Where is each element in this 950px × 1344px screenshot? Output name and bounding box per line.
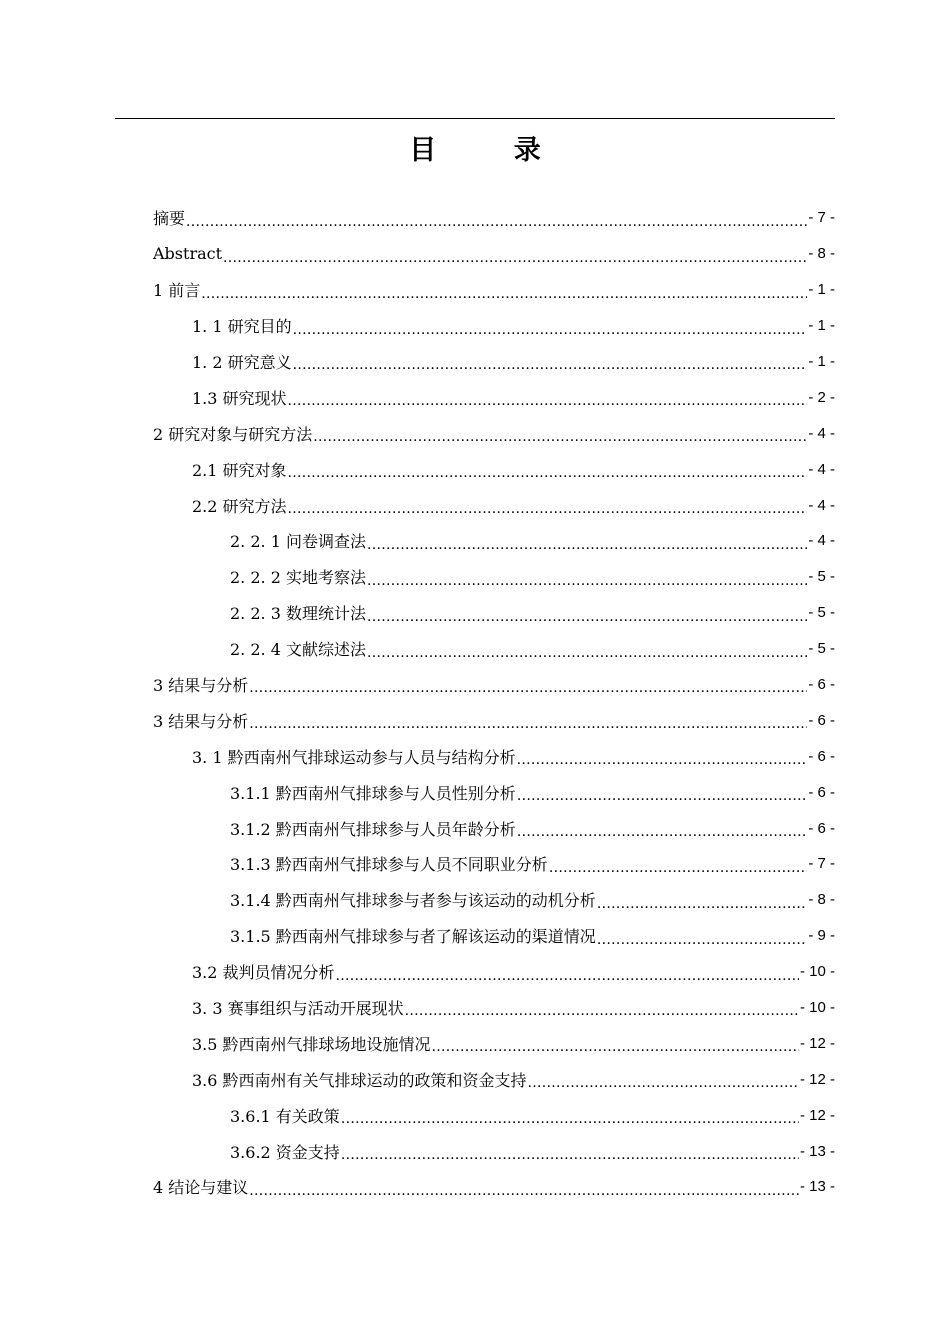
toc-page-number: - 10 -	[799, 963, 835, 981]
toc-entry-text: 3 结果与分析	[153, 711, 249, 731]
toc-page-number: - 8 -	[808, 245, 835, 263]
toc-entry[interactable]	[153, 918, 835, 954]
toc-entry[interactable]	[153, 487, 835, 523]
toc-entry[interactable]	[153, 738, 835, 774]
toc-entry-text: 3. 3 赛事组织与活动开展现状	[192, 999, 404, 1019]
toc-page-number: - 5 -	[808, 604, 835, 622]
toc-dot-leader	[367, 612, 807, 631]
toc-page-number: - 6 -	[808, 783, 835, 801]
toc-page-number: - 7 -	[808, 209, 835, 227]
toc-entry-text: 2 研究对象与研究方法	[153, 424, 313, 444]
toc-page-number: - 5 -	[808, 640, 835, 658]
toc-page-number: - 6 -	[808, 747, 835, 765]
toc-entry-text: 1 前言	[153, 281, 201, 301]
toc-entry[interactable]	[153, 1061, 835, 1097]
toc-dot-leader	[313, 432, 807, 451]
toc-entry-text: 3. 1 黔西南州气排球运动参与人员与结构分析	[192, 747, 516, 767]
toc-page-number: - 6 -	[808, 711, 835, 729]
toc-entry-text: 1. 2 研究意义	[192, 353, 292, 372]
toc-dot-leader	[201, 289, 807, 308]
toc-entry[interactable]	[153, 236, 835, 272]
toc-entry-text: 3.1.2 黔西南州气排球参与人员年龄分析	[230, 819, 516, 839]
toc-entry[interactable]	[153, 344, 835, 380]
toc-entry[interactable]	[153, 559, 835, 595]
toc-page-number: - 7 -	[808, 855, 835, 873]
toc-dot-leader	[288, 396, 808, 415]
toc-page-number: - 4 -	[808, 460, 835, 478]
toc-entry-text: 3.6.2 资金支持	[230, 1142, 340, 1162]
toc-entry[interactable]	[153, 523, 835, 559]
toc-entry-text: 1. 1 研究目的	[192, 317, 292, 337]
toc-dot-leader	[597, 935, 808, 954]
toc-entry[interactable]	[153, 1025, 835, 1061]
toc-page-number: - 6 -	[808, 819, 835, 837]
toc-entry-text: 1.3 研究现状	[192, 388, 287, 408]
toc-page-number: - 12 -	[799, 1106, 835, 1124]
toc-page-number: - 1 -	[808, 353, 835, 370]
toc-dot-leader	[336, 971, 799, 990]
toc-dot-leader	[367, 576, 807, 595]
toc-page-number: - 2 -	[808, 388, 835, 406]
toc-dot-leader	[293, 325, 808, 344]
toc-entry[interactable]	[153, 631, 835, 667]
toc-entry-text: 2. 2. 2 实地考察法	[230, 568, 366, 588]
toc-dot-leader	[341, 1114, 799, 1133]
toc-entry[interactable]	[153, 1097, 835, 1133]
toc-entry-text: 3.1.5 黔西南州气排球参与者了解该运动的渠道情况	[230, 927, 596, 947]
header-rule	[115, 118, 835, 119]
toc-entry-text: 3.5 黔西南州气排球场地设施情况	[192, 1034, 431, 1054]
toc-entry[interactable]	[153, 810, 835, 846]
toc-page-number: - 5 -	[808, 568, 835, 586]
toc-entry[interactable]	[153, 415, 835, 451]
toc-dot-leader	[432, 1042, 799, 1061]
toc-dot-leader	[288, 504, 808, 523]
toc-entry-text: 2. 2. 3 数理统计法	[230, 604, 366, 624]
toc-entry[interactable]	[153, 1133, 835, 1169]
toc-entry[interactable]	[153, 702, 835, 738]
toc-entry[interactable]	[153, 379, 835, 415]
toc-entry-text: Abstract	[153, 244, 223, 264]
toc-entry-text: 2.2 研究方法	[192, 496, 287, 516]
toc-entry-text: 3.6.1 有关政策	[230, 1106, 340, 1126]
toc-page-number: - 9 -	[808, 927, 835, 945]
toc-entry-text: 3.1.4 黔西南州气排球参与者参与该运动的动机分析	[230, 891, 596, 911]
toc-dot-leader	[517, 791, 808, 810]
toc-page-number: - 1 -	[808, 281, 835, 299]
toc-dot-leader	[293, 360, 808, 379]
toc-dot-leader	[517, 827, 808, 846]
toc-dot-leader	[223, 253, 807, 272]
toc-entry[interactable]	[153, 954, 835, 990]
toc-page-number: - 4 -	[808, 532, 835, 550]
toc-dot-leader	[249, 683, 807, 702]
toc-dot-leader	[528, 1078, 799, 1097]
toc-entry[interactable]	[153, 595, 835, 631]
toc-entry-text: 3.1.1 黔西南州气排球参与人员性别分析	[230, 783, 516, 803]
toc-entry[interactable]	[153, 308, 835, 344]
toc-dot-leader	[249, 719, 807, 738]
toc-dot-leader	[249, 1186, 799, 1205]
toc-entry[interactable]	[153, 200, 835, 236]
toc-entry[interactable]	[153, 774, 835, 810]
toc-page-number: - 4 -	[808, 496, 835, 514]
toc-entry[interactable]	[153, 1169, 835, 1205]
table-of-contents	[153, 200, 835, 1205]
toc-page-number: - 12 -	[799, 1034, 835, 1052]
toc-title: 目 录	[409, 135, 575, 166]
toc-dot-leader	[367, 540, 807, 559]
toc-page-number: - 6 -	[808, 676, 835, 694]
toc-entry[interactable]	[153, 882, 835, 918]
toc-page-number: - 4 -	[808, 424, 835, 442]
toc-dot-leader	[517, 755, 808, 774]
toc-page-number: - 13 -	[799, 1142, 835, 1160]
toc-entry[interactable]	[153, 990, 835, 1026]
toc-entry-text: 3.6 黔西南州有关气排球运动的政策和资金支持	[192, 1070, 527, 1090]
toc-page-number: - 13 -	[799, 1178, 835, 1196]
toc-entry-text: 2.1 研究对象	[192, 460, 287, 480]
toc-page-number: - 8 -	[808, 891, 835, 909]
toc-entry-text: 4 结论与建议	[153, 1178, 249, 1198]
toc-entry-text: 3 结果与分析	[153, 676, 249, 696]
toc-dot-leader	[367, 648, 807, 667]
toc-dot-leader	[288, 468, 808, 487]
toc-entry[interactable]	[153, 451, 835, 487]
toc-entry[interactable]	[153, 272, 835, 308]
toc-entry-text: 2. 2. 4 文献综述法	[230, 640, 366, 660]
toc-dot-leader	[597, 899, 808, 918]
toc-page-number: - 10 -	[799, 999, 835, 1017]
toc-dot-leader	[405, 1006, 799, 1025]
toc-entry-text: 3.1.3 黔西南州气排球参与人员不同职业分析	[230, 855, 548, 875]
toc-entry-text: 2. 2. 1 问卷调查法	[230, 532, 366, 552]
toc-entry[interactable]	[153, 667, 835, 703]
toc-page-number: - 1 -	[808, 317, 835, 335]
toc-dot-leader	[549, 863, 808, 882]
toc-entry[interactable]	[153, 846, 835, 882]
toc-dot-leader	[186, 217, 807, 236]
toc-page-number: - 12 -	[799, 1070, 835, 1088]
toc-entry-text: 摘要	[153, 209, 186, 229]
toc-entry-text: 3.2 裁判员情况分析	[192, 963, 335, 983]
toc-dot-leader	[341, 1150, 799, 1169]
